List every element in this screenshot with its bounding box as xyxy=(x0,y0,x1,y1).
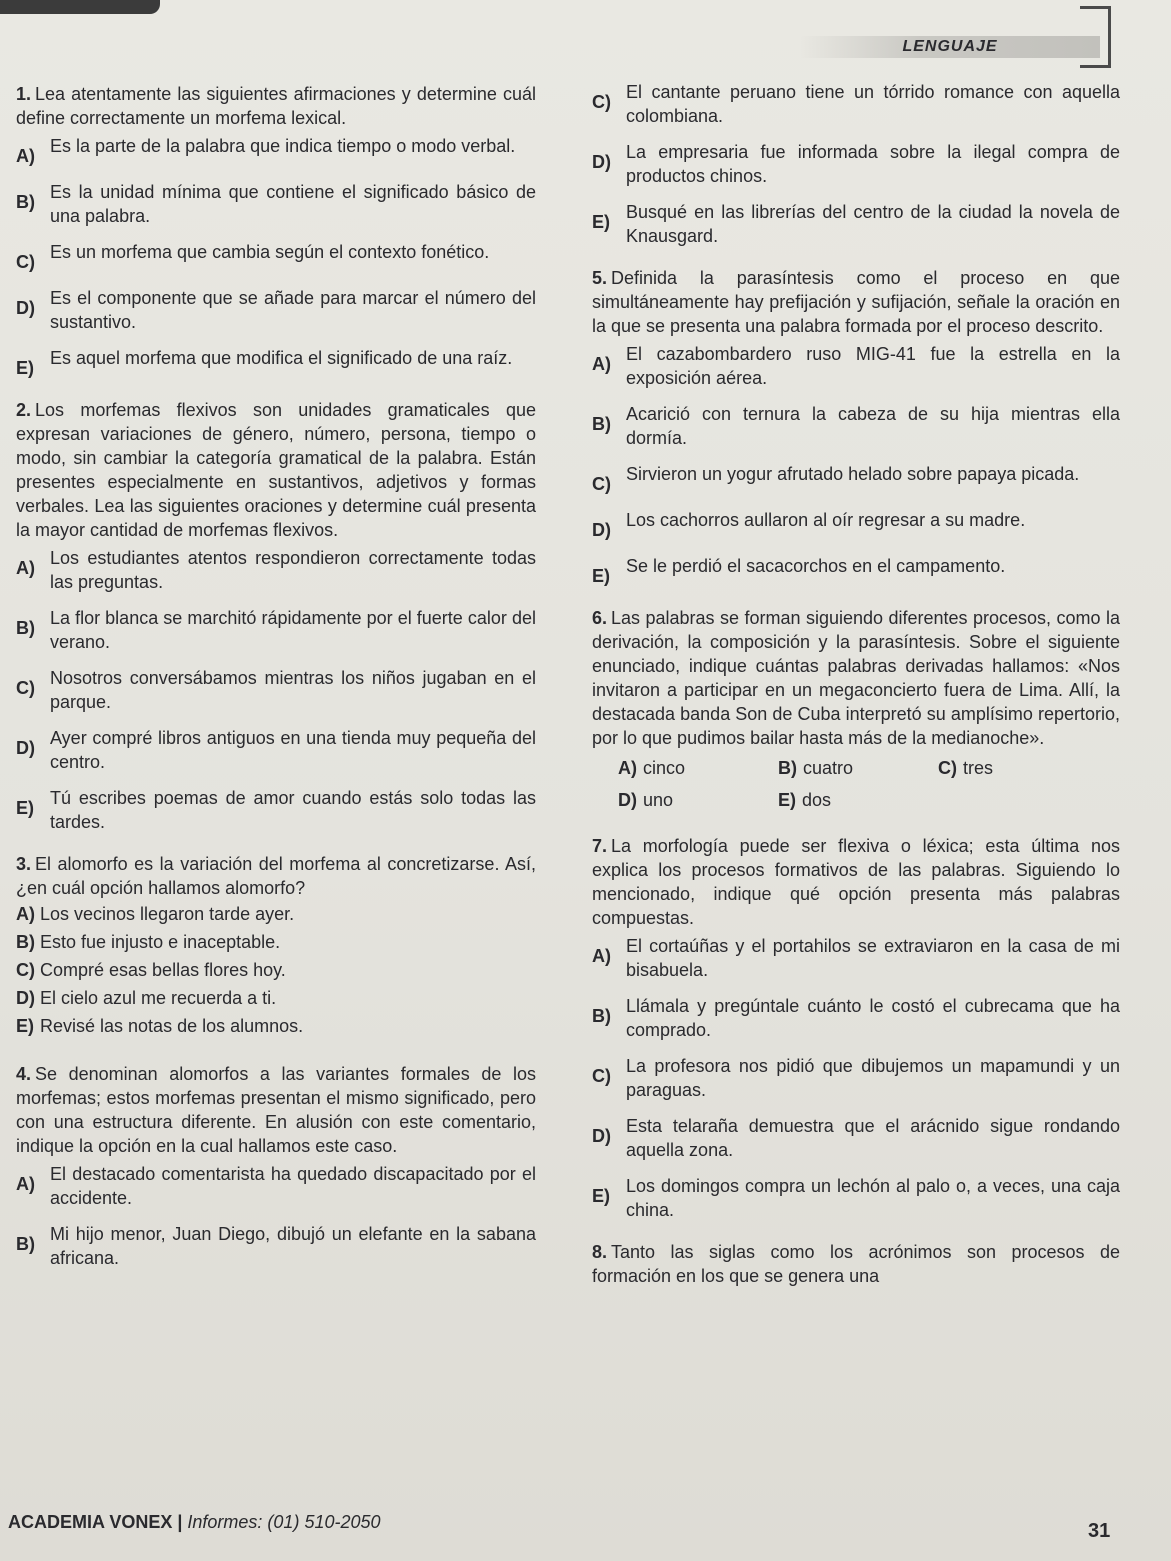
option-a[interactable]: A) Los vecinos llegaron tarde ayer. xyxy=(16,904,295,924)
section-title: LENGUAJE xyxy=(800,36,1100,58)
page-number: 31 xyxy=(1088,1520,1111,1542)
option-d[interactable]: D) Los cachorros aullaron al oír regresar a su madre. xyxy=(592,510,1026,540)
option-b[interactable]: B) Acarició con ternura la cabeza de su hija mientras ella dormía. xyxy=(592,404,1120,448)
option-a[interactable]: A) Los estudiantes atentos respondieron correctamente todas las preguntas. xyxy=(16,548,536,592)
question-number: 7. xyxy=(592,836,608,856)
option-c[interactable]: C) Sirvieron un yogur afrutado helado sobre papaya picada. xyxy=(592,464,1080,494)
question-number: 6. xyxy=(592,608,608,628)
options-grid xyxy=(618,756,1120,812)
question-5 xyxy=(592,266,1120,588)
option-e[interactable]: E) Revisé las notas de los alumnos. xyxy=(16,1016,304,1036)
question-4-continued xyxy=(592,80,1120,248)
question-1 xyxy=(16,82,536,380)
option-e[interactable]: E) Los domingos compra un lechón al palo o, a veces, una caja china. xyxy=(592,1176,1120,1220)
footer-phone: Informes: (01) 510-2050 xyxy=(187,1512,381,1532)
question-2 xyxy=(16,398,536,834)
option-b[interactable]: B) Llámala y pregúntale cuánto le costó el cubrecama que ha comprado. xyxy=(592,996,1120,1040)
question-stem: Tanto las siglas como los acrónimos son procesos de formación en los que se genera una xyxy=(592,1242,1120,1286)
option-a[interactable]: A) Es la parte de la palabra que indica tiempo o modo verbal. xyxy=(16,136,516,166)
question-stem: Lea atentamente las siguientes afirmaciones y determine cuál define correctamente un morfema lexical. xyxy=(16,84,536,128)
option-d[interactable]: D) Es el componente que se añade para marcar el número del sustantivo. xyxy=(16,288,536,332)
option-b[interactable]: B) Mi hijo menor, Juan Diego, dibujó un elefante en la sabana africana. xyxy=(16,1224,536,1268)
option-e[interactable]: E) Busqué en las librerías del centro de la ciudad la novela de Knausgard. xyxy=(592,202,1120,246)
question-7 xyxy=(592,834,1120,1222)
question-number: 4. xyxy=(16,1064,32,1084)
option-b[interactable]: B) Es la unidad mínima que contiene el significado básico de una palabra. xyxy=(16,182,536,226)
option-d[interactable]: D) Esta telaraña demuestra que el arácnido sigue rondando aquella zona. xyxy=(592,1116,1120,1160)
option-c[interactable]: C) La profesora nos pidió que dibujemos un mapamundi y un paraguas. xyxy=(592,1056,1120,1100)
footer xyxy=(8,1512,381,1533)
option-c[interactable]: C) Nosotros conversábamos mientras los niños jugaban en el parque. xyxy=(16,668,536,712)
footer-brand: ACADEMIA VONEX | xyxy=(8,1512,183,1532)
question-number: 8. xyxy=(592,1242,608,1262)
option-c[interactable]: C) El cantante peruano tiene un tórrido romance con aquella colombiana. xyxy=(592,82,1120,126)
question-stem: La morfología puede ser flexiva o léxica; esta última nos explica los procesos formativos de las palabras. Siguiendo lo mencionado, indique qué opción presenta más palabras compuestas. xyxy=(592,836,1120,928)
option-c[interactable]: C) tres xyxy=(938,758,994,778)
option-c[interactable]: C) Es un morfema que cambia según el contexto fonético. xyxy=(16,242,490,272)
question-stem: Definida la parasíntesis como el proceso en que simultáneamente hay prefijación y sufijación, señale la oración en la que se presenta una palabra formada por el proceso descrito. xyxy=(592,268,1120,336)
option-b[interactable]: B) La flor blanca se marchitó rápidamente por el fuerte calor del verano. xyxy=(16,608,536,652)
header-logo-strip xyxy=(0,0,160,14)
option-a[interactable]: A) El cazabombardero ruso MIG-41 fue la estrella en la exposición aérea. xyxy=(592,344,1120,388)
left-column xyxy=(16,82,536,1284)
option-a[interactable]: A) El destacado comentarista ha quedado discapacitado por el accidente. xyxy=(16,1164,536,1208)
option-a[interactable]: A) cinco xyxy=(618,758,686,778)
option-d[interactable]: D) La empresaria fue informada sobre la ilegal compra de productos chinos. xyxy=(592,142,1120,186)
option-b[interactable]: B) Esto fue injusto e inaceptable. xyxy=(16,932,281,952)
option-c[interactable]: C) Compré esas bellas flores hoy. xyxy=(16,960,286,980)
option-d[interactable]: D) Ayer compré libros antiguos en una tienda muy pequeña del centro. xyxy=(16,728,536,772)
option-e[interactable]: E) Es aquel morfema que modifica el significado de una raíz. xyxy=(16,348,513,378)
right-column xyxy=(592,76,1120,1302)
question-stem: Se denominan alomorfos a las variantes formales de los morfemas; estos morfemas presentan el mismo significado, pero con una estructura diferente. En alusión con este comentario, indique la opción en la cual hallamos este caso. xyxy=(16,1064,536,1156)
question-number: 1. xyxy=(16,84,32,104)
question-stem: Las palabras se forman siguiendo diferentes procesos, como la derivación, la composición y la parasíntesis. Sobre el siguiente enunciado, indique cuántas palabras derivadas hallamos: «Nos invitaron a participar en un megaconcierto fuera de Lima. Allí, la destacada banda Son de Cuba interpretó su amplísimo repertorio, por lo que pudimos bailar hasta más de la medianoche». xyxy=(592,608,1120,748)
question-stem: Los morfemas flexivos son unidades gramaticales que expresan variaciones de género, número, persona, tiempo o modo, sin cambiar la categoría gramatical de la palabra. Están presentes especialmente en sustantivos, adjetivos y formas verbales. Lea las siguientes oraciones y determine cuál presenta la mayor cantidad de morfemas flexivos. xyxy=(16,400,536,540)
question-4 xyxy=(16,1062,536,1270)
question-number: 5. xyxy=(592,268,608,288)
question-number: 2. xyxy=(16,400,32,420)
question-8 xyxy=(592,1240,1120,1288)
option-d[interactable]: D) uno xyxy=(618,790,674,810)
question-number: 3. xyxy=(16,854,32,874)
option-b[interactable]: B) cuatro xyxy=(778,758,854,778)
question-3 xyxy=(16,852,536,1038)
question-stem: El alomorfo es la variación del morfema al concretizarse. Así, ¿en cuál opción hallamos alomorfo? xyxy=(16,854,536,898)
question-6 xyxy=(592,606,1120,812)
option-e[interactable]: E) Tú escribes poemas de amor cuando estás solo todas las tardes. xyxy=(16,788,536,832)
option-e[interactable]: E) dos xyxy=(778,790,832,810)
option-d[interactable]: D) El cielo azul me recuerda a ti. xyxy=(16,988,277,1008)
option-e[interactable]: E) Se le perdió el sacacorchos en el campamento. xyxy=(592,556,1006,586)
option-a[interactable]: A) El cortaúñas y el portahilos se extraviaron en la casa de mi bisabuela. xyxy=(592,936,1120,980)
